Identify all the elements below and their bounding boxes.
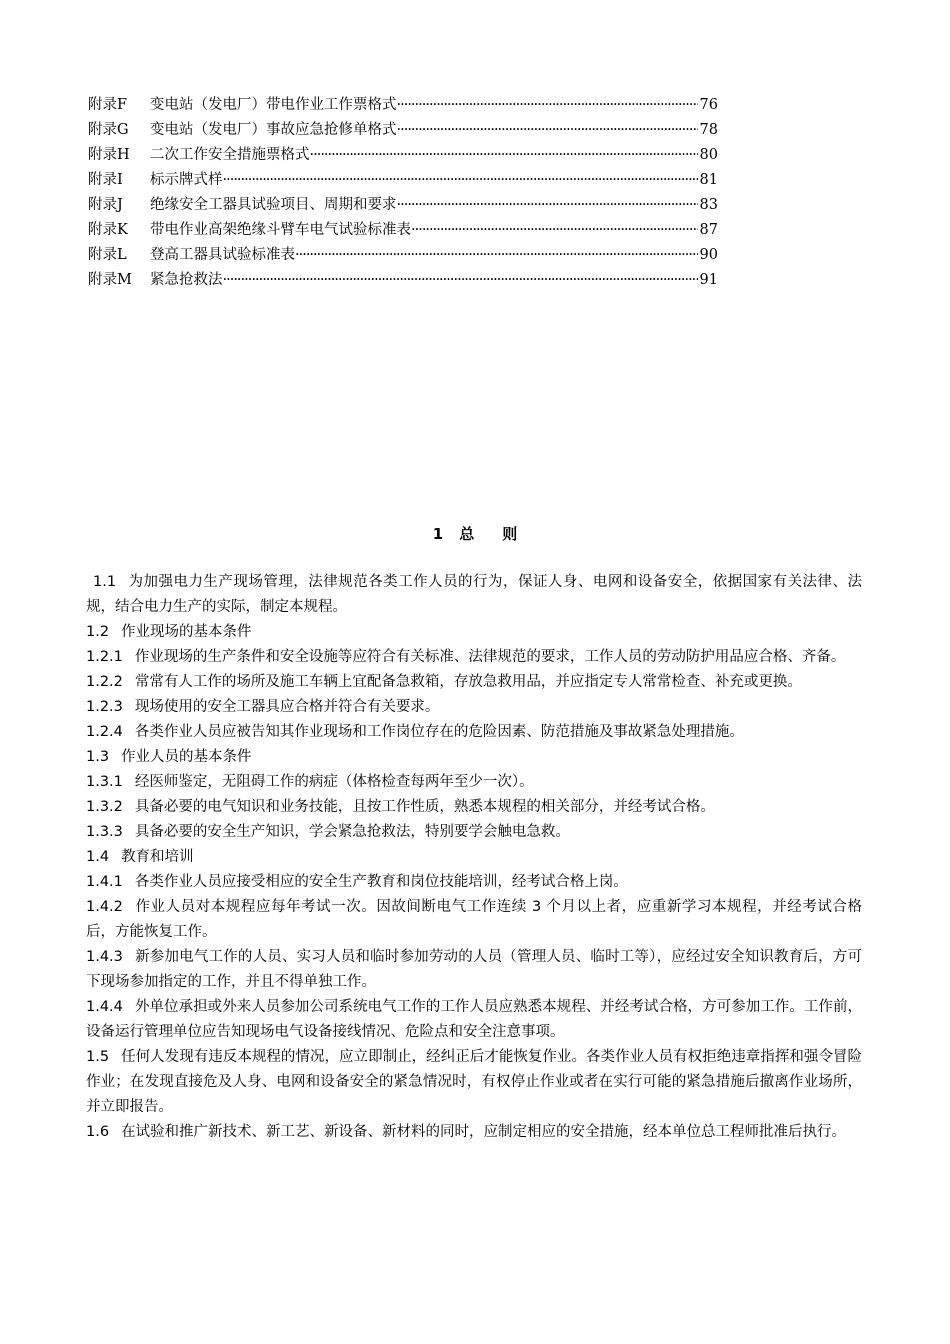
section-number: 1.4.1 xyxy=(86,874,123,890)
toc-code: 附录L xyxy=(88,247,127,263)
toc-leader xyxy=(223,168,698,193)
paragraph xyxy=(86,770,862,795)
toc-leader xyxy=(397,193,698,218)
toc-title: 登高工器具试验标准表 xyxy=(150,247,295,263)
paragraph-text: 各类作业人员应接受相应的安全生产教育和岗位技能培训，经考试合格上岗。 xyxy=(134,874,628,890)
paragraph-text: 任何人发现有违反本规程的情况，应立即制止，经纠正后才能恢复作业。各类作业人员有权拒绝违章指挥和强令冒险作业；在发现直接危及人身、电网和设备安全的紧急情况时，有权停止作业或者在实行可能的紧急措施后撤离作业场所，并立即报告。 xyxy=(86,1049,862,1115)
section-number: 1.2.3 xyxy=(86,699,123,715)
paragraph xyxy=(86,720,862,745)
toc-row[interactable] xyxy=(88,218,718,243)
section-number: 1.6 xyxy=(86,1124,110,1140)
toc-title: 标示牌式样 xyxy=(150,172,223,188)
chapter-body xyxy=(86,570,862,1145)
paragraph xyxy=(86,1045,862,1120)
paragraph xyxy=(86,945,862,995)
toc-code: 附录G xyxy=(88,122,129,138)
section-number: 1.4.2 xyxy=(86,899,123,915)
section-number: 1.3.3 xyxy=(86,824,123,840)
toc-row[interactable] xyxy=(88,118,718,143)
paragraph-text: 具备必要的电气知识和业务技能，且按工作性质，熟悉本规程的相关部分，并经考试合格。 xyxy=(134,799,715,815)
section-number: 1.1 xyxy=(93,574,117,590)
toc-page: 87 xyxy=(699,222,718,238)
toc-page: 83 xyxy=(699,197,718,213)
toc-leader xyxy=(397,93,698,118)
paragraph xyxy=(86,795,862,820)
toc-leader xyxy=(310,143,698,168)
paragraph-text: 作业现场的生产条件和安全设施等应符合有关标准、法律规范的要求，工作人员的劳动防护用品应合格、齐备。 xyxy=(134,649,846,665)
section-number: 1.2 xyxy=(86,624,110,640)
paragraph xyxy=(86,895,862,945)
toc-code: 附录M xyxy=(88,272,132,288)
toc-row[interactable] xyxy=(88,193,718,218)
toc-leader xyxy=(411,218,698,243)
paragraph-text: 新参加电气工作的人员、实习人员和临时参加劳动的人员（管理人员、临时工等），应经过安全知识教育后，方可下现场参加指定的工作，并且不得单独工作。 xyxy=(86,949,862,990)
toc-title: 二次工作安全措施票格式 xyxy=(150,147,310,163)
toc-row[interactable] xyxy=(88,268,718,293)
chapter-title xyxy=(0,522,950,546)
toc-title: 带电作业高架绝缘斗臂车电气试验标准表 xyxy=(150,222,411,238)
chapter-title-word-1: 总 xyxy=(459,525,475,543)
paragraph xyxy=(86,820,862,845)
paragraph xyxy=(86,745,862,770)
section-number: 1.4.4 xyxy=(86,999,123,1015)
paragraph xyxy=(86,845,862,870)
section-number: 1.2.4 xyxy=(86,724,123,740)
toc-page: 78 xyxy=(699,122,718,138)
toc-row[interactable] xyxy=(88,168,718,193)
toc-title: 紧急抢救法 xyxy=(150,272,223,288)
section-number: 1.4 xyxy=(86,849,110,865)
section-number: 1.5 xyxy=(86,1049,110,1065)
paragraph xyxy=(86,620,862,645)
toc-title: 变电站（发电厂）事故应急抢修单格式 xyxy=(150,122,397,138)
toc-page: 81 xyxy=(699,172,718,188)
paragraph-text: 现场使用的安全工器具应合格并符合有关要求。 xyxy=(134,699,440,715)
section-number: 1.2.1 xyxy=(86,649,123,665)
paragraph-text: 常常有人工作的场所及施工车辆上宜配备急救箱，存放急救用品，并应指定专人常常检查、补充或更换。 xyxy=(134,674,802,690)
section-number: 1.4.3 xyxy=(86,949,123,965)
toc-leader xyxy=(295,243,698,268)
toc-leader xyxy=(223,268,698,293)
paragraph-text: 作业人员的基本条件 xyxy=(121,749,252,765)
toc-title: 变电站（发电厂）带电作业工作票格式 xyxy=(150,97,397,113)
paragraph xyxy=(86,870,862,895)
paragraph-text: 外单位承担或外来人员参加公司系统电气工作的工作人员应熟悉本规程、并经考试合格，方可参加工作。工作前，设备运行管理单位应告知现场电气设备接线情况、危险点和安全注意事项。 xyxy=(86,999,862,1040)
section-number: 1.3.1 xyxy=(86,774,123,790)
toc-code: 附录H xyxy=(88,147,130,163)
paragraph xyxy=(86,995,862,1045)
section-number: 1.2.2 xyxy=(86,674,123,690)
paragraph xyxy=(86,1120,862,1145)
toc-leader xyxy=(397,118,698,143)
toc-page: 90 xyxy=(699,247,718,263)
paragraph-text: 经医师鉴定，无阻碍工作的病症（体格检查每两年至少一次）。 xyxy=(134,774,534,790)
paragraph-text: 作业人员对本规程应每年考试一次。因故间断电气工作连续 3 个月以上者，应重新学习本规程，并经考试合格后，方能恢复工作。 xyxy=(86,899,862,940)
chapter-title-word-2: 则 xyxy=(502,525,518,543)
paragraph-text: 在试验和推广新技术、新工艺、新设备、新材料的同时，应制定相应的安全措施，经本单位总工程师批准后执行。 xyxy=(121,1124,847,1140)
toc-code: 附录I xyxy=(88,172,123,188)
section-number: 1.3.2 xyxy=(86,799,123,815)
paragraph xyxy=(86,670,862,695)
toc-row[interactable] xyxy=(88,143,718,168)
toc-code: 附录F xyxy=(88,97,128,113)
toc-page: 76 xyxy=(699,97,718,113)
paragraph-text: 各类作业人员应被告知其作业现场和工作岗位存在的危险因素、防范措施及事故紧急处理措施。 xyxy=(134,724,744,740)
appendix-toc xyxy=(88,93,718,293)
toc-code: 附录J xyxy=(88,197,123,213)
paragraph-text: 具备必要的安全生产知识，学会紧急抢救法，特别要学会触电急救。 xyxy=(134,824,570,840)
toc-page: 80 xyxy=(699,147,718,163)
toc-row[interactable] xyxy=(88,243,718,268)
toc-code: 附录K xyxy=(88,222,128,238)
toc-row[interactable] xyxy=(88,93,718,118)
paragraph-text: 为加强电力生产现场管理，法律规范各类工作人员的行为，保证人身、电网和设备安全，依据国家有关法律、法规，结合电力生产的实际，制定本规程。 xyxy=(86,574,862,615)
paragraph xyxy=(86,645,862,670)
toc-page: 91 xyxy=(699,272,718,288)
chapter-number: 1 xyxy=(432,525,444,543)
paragraph-text: 教育和培训 xyxy=(121,849,194,865)
toc-title: 绝缘安全工器具试验项目、周期和要求 xyxy=(150,197,397,213)
paragraph-text: 作业现场的基本条件 xyxy=(121,624,252,640)
paragraph xyxy=(86,570,862,620)
paragraph xyxy=(86,695,862,720)
section-number: 1.3 xyxy=(86,749,110,765)
